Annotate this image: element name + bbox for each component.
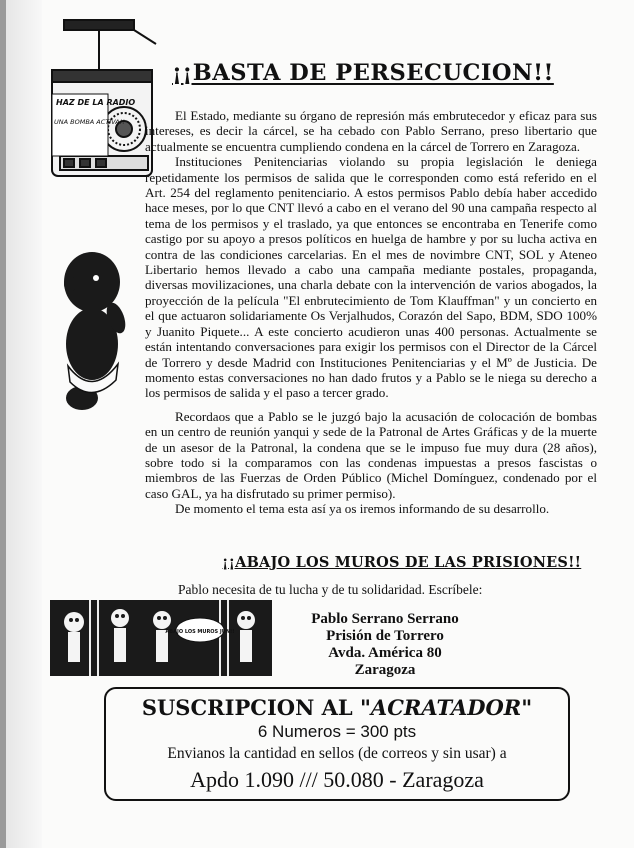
subscription-title-prefix: SUSCRIPCION AL — [141, 695, 360, 720]
page-title: ¡¡BASTA DE PERSECUCION!! — [172, 60, 554, 86]
address-street: Avda. América 80 — [328, 645, 442, 661]
radio-label-bottom: UNA BOMBA ACTIVA!! — [54, 118, 125, 126]
article-body — [145, 108, 597, 517]
subscription-instructions: Envianos la cantidad en sellos (de correos y sin usar) a — [167, 745, 507, 762]
slogan-heading: ¡¡ABAJO LOS MUROS DE LAS PRISIONES!! — [222, 554, 582, 571]
article-paragraph: El Estado, mediante su órgano de represión más embrutecedor y eficaz para sus intereses, es decir la cárcel, se ha cebado con Pablo Serrano, preso libertario que actualmente se encuentra cumpliendo condena en la cárcel de Torrero en Zaragoza. — [145, 108, 597, 154]
child-illustration — [50, 248, 140, 418]
subscription-address: Apdo 1.090 /// 50.080 - Zaragoza — [190, 767, 484, 792]
radio-label-top: HAZ DE LA RADIO — [56, 98, 136, 107]
subscription-price: 6 Numeros = 300 pts — [257, 722, 417, 741]
mailing-address — [280, 611, 490, 679]
address-name: Pablo Serrano Serrano — [311, 611, 459, 627]
protest-sign-text: ABAJO LOS MUROS JUN!! — [165, 629, 235, 635]
page-binding-shadow — [6, 0, 42, 848]
help-text: Pablo necesita de tu lucha y de tu solidaridad. Escríbele: — [178, 582, 483, 597]
subscription-box — [104, 687, 570, 801]
article-paragraph: Instituciones Penitenciarias violando su propia legislación le deniega repetidamente los permisos de salida que le corresponden como está referido en el Art. 254 del reglamento penitenciario. A estos permisos Pablo debía haber accedido hace meses, por lo que CNT llevó a cabo en el verano del 90 una campaña respecto al tema de los permisos y el traslado, ya que entonces se encontraba en Tenerife como castigo por su apoyo a presos políticos en huelga de hambre y por su lucha activa en contra de las condiciones carcelarias. En el mes de novimbre CNT, SOL y Ateneo Libertario hemos llevado a cabo una campaña mediante postales, propaganda, diversas movilizaciones, una charla debate con la intervención de varios abogados, la proyección de la película "El enbrutecimiento de Tom Klauffman" y un concierto en el que actuaron solidariamente Os Verjalhudos, Corazón del Sapo, BDM, SDO 100% y Juanito Piquete... A este concierto acudieron unas 400 personas. Actualmente se están intentando conversaciones para exigir los permisos con el Director de la Cárcel de Torrero y desde Madrid con Instituciones Penitenciarias y el Mº de Justicia. De momento estas conversaciones no han dado frutos y a Pablo se le niega su derecho a los permisos de salida y el paso a tercer grado. — [145, 154, 597, 401]
article-paragraph: De momento el tema esta así ya os iremos informando de su desarrollo. — [175, 501, 550, 517]
address-prison: Prisión de Torrero — [326, 628, 444, 644]
address-city: Zaragoza — [354, 662, 416, 678]
article-paragraph: Recordaos que a Pablo se le juzgó bajo la acusación de colocación de bombas en un centro de reunión yanqui y sede de la Patronal de Artes Gráficas y de la muerte de un asesor de la Patronal, la condena que se le impuso fue muy dura (28 años), sobre todo si la comparamos con las condenas impuestas a presos fascistas o miembros de las Fuerzas de Orden Público (Michel Domínguez, condenado por el caso GAL, ya ha disfrutado su primer permiso). — [145, 408, 597, 501]
prison-protest-illustration — [50, 600, 272, 676]
subscription-title — [106, 695, 568, 720]
subscription-publication-name: "ACRATADOR" — [359, 695, 533, 720]
